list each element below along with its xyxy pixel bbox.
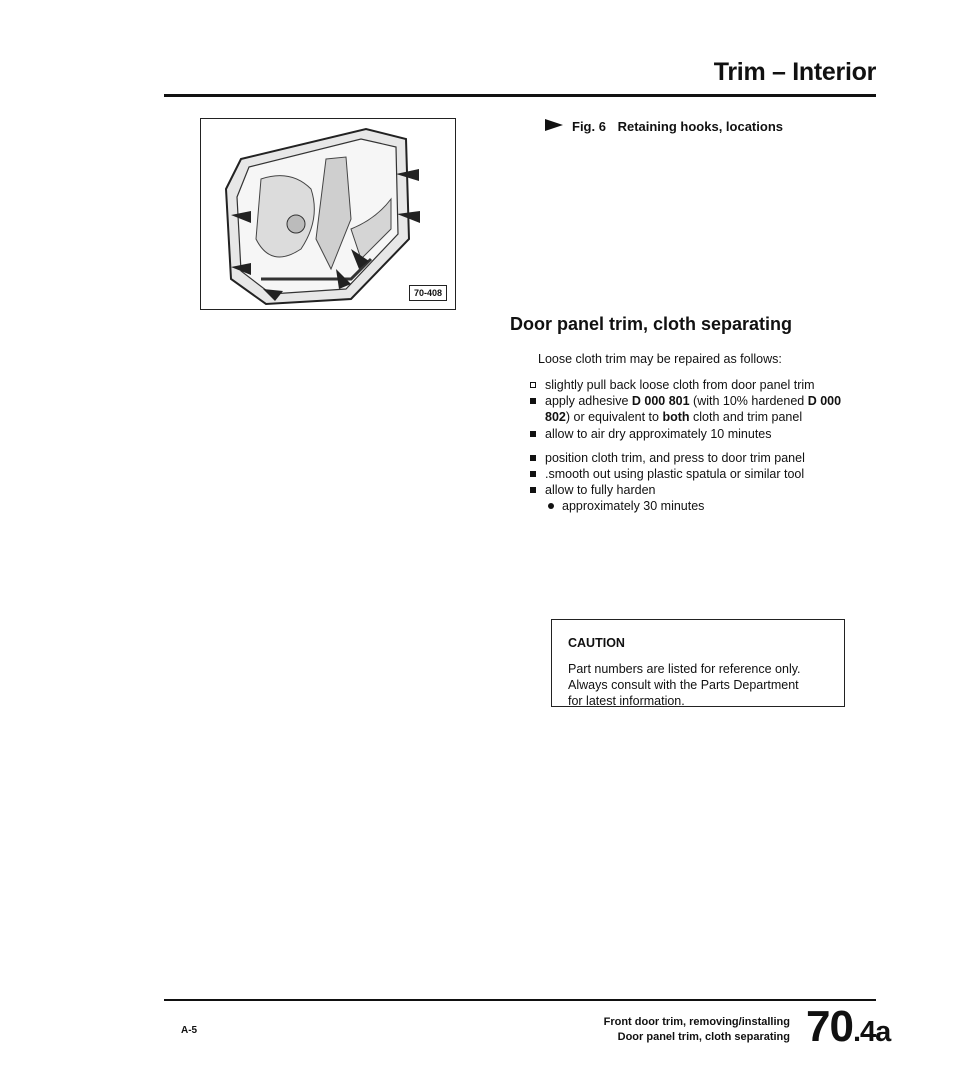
step-text-pre: apply adhesive <box>545 394 632 409</box>
figure-id-label: 70-408 <box>409 285 447 301</box>
step-text: .smooth out using plastic spatula or similar tool <box>545 467 805 482</box>
figure-caption-text: Retaining hooks, locations <box>617 119 783 134</box>
procedure-steps <box>528 377 858 515</box>
list-item <box>528 466 858 482</box>
sub-list-item <box>545 498 858 514</box>
square-bullet-icon <box>530 431 536 437</box>
step-text-end: cloth and trim panel <box>689 410 803 425</box>
step-text: approximately 30 minutes <box>562 499 705 514</box>
part-number: D 000 802 <box>545 394 842 425</box>
emphasis-text: both <box>662 410 690 425</box>
section-number <box>806 1002 890 1052</box>
list-item <box>528 450 858 466</box>
section-number-suffix: .4a <box>852 1016 891 1048</box>
list-item <box>528 482 858 514</box>
step-text-post: ) or equivalent to <box>565 410 663 425</box>
part-number: D 000 801 <box>631 394 690 409</box>
page-header-title: Trim – Interior <box>713 58 876 86</box>
square-bullet-icon <box>530 398 536 404</box>
section-title: Door panel trim, cloth separating <box>510 314 793 334</box>
step-text-mid: (with 10% hardened <box>689 394 808 409</box>
figure-caption <box>572 119 783 134</box>
triangle-right-icon <box>543 117 565 133</box>
step-text: slightly pull back loose cloth from door panel trim <box>545 378 815 392</box>
caution-title: CAUTION <box>568 636 625 650</box>
square-bullet-icon <box>530 455 536 461</box>
page-code: A-5 <box>181 1025 198 1036</box>
door-panel-figure <box>200 118 456 310</box>
header-rule <box>164 94 876 97</box>
section-intro: Loose cloth trim may be repaired as follows: <box>538 352 782 366</box>
footer-topics <box>590 1015 790 1045</box>
footer-rule <box>164 999 876 1001</box>
list-item <box>528 426 858 442</box>
round-bullet-icon <box>548 503 554 509</box>
section-number-main: 70 <box>806 1002 853 1051</box>
list-item <box>528 393 858 425</box>
step-text: allow to fully harden <box>545 483 656 498</box>
door-panel-drawing <box>201 119 455 309</box>
square-bullet-icon <box>530 487 536 493</box>
footer-topic-1: Front door trim, removing/installing <box>603 1016 790 1028</box>
square-bullet-icon <box>530 471 536 477</box>
step-text: position cloth trim, and press to door trim panel <box>545 450 805 465</box>
footer-topic-2: Door panel trim, cloth separating <box>617 1031 790 1043</box>
square-bullet-icon <box>530 382 536 388</box>
caution-body: Part numbers are listed for reference only. Always consult with the Parts Department for latest information. <box>568 662 801 709</box>
list-item <box>528 377 858 393</box>
step-text: allow to air dry approximately 10 minutes <box>545 426 772 441</box>
figure-caption-label: Fig. 6 <box>572 119 606 134</box>
caution-box <box>551 619 845 707</box>
